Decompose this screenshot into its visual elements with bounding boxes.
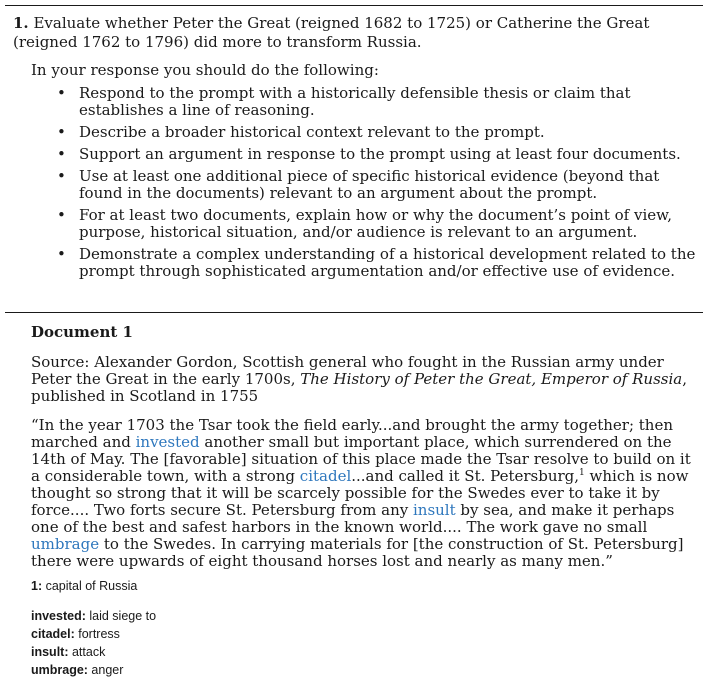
quote-text: to the Swedes. In carrying materials for [the construction of St. Petersburg] there were upwards of eight thousand horses lost and nearly as many men.” [31,535,684,570]
quote-text: “In the year 1703 the Tsar took the field early...and brought the army together; then marched and [31,416,673,451]
document-quote [31,417,699,570]
requirement-item: • Demonstrate a complex understanding of a historical development related to the prompt through sophisticated argumentation and/or effective use of evidence. [61,246,703,280]
document-title: Document 1 [31,323,133,341]
requirements-list [13,85,703,280]
source-suffix: , published in Scotland in 1755 [31,370,687,405]
glossary-link-umbrage[interactable]: umbrage [31,535,100,553]
glossary-entry [31,643,699,661]
glossary-entry [31,625,699,643]
footnote [31,577,699,595]
requirement-item: • Respond to the prompt with a historically defensible thesis or claim that establishes a line of reasoning. [61,85,703,119]
source-work-title: The History of Peter the Great, Emperor of Russia [300,370,683,388]
quote-text: another small but important place, which surrendered on the 14th of May. The [favorable] situation of this place made the Tsar resolve to build on it a considerable town, with a strong [31,433,691,485]
requirement-item: • Use at least one additional piece of specific historical evidence (beyond that found in the documents) relevant to an argument about the prompt. [61,168,703,202]
glossary-definition: anger [87,663,124,677]
glossary-term: citadel: [31,627,75,641]
requirement-item: • Describe a broader historical context relevant to the prompt. [61,124,703,141]
quote-text: which is now thought so strong that it will be scarcely possible for the Swedes ever to take it by force.... Two forts secure St. Petersburg from any [31,467,689,519]
question-text: Evaluate whether Peter the Great (reigned 1682 to 1725) or Catherine the Great (reigned 1762 to 1796) did more to transform Russia. [13,14,650,51]
requirement-item: • For at least two documents, explain how or why the document’s point of view, purpose, historical situation, and/or audience is relevant to an argument. [61,207,703,241]
document-source [31,354,699,405]
quote-text: by sea, and make it perhaps one of the best and safest harbors in the known world.... The work gave no small [31,501,675,536]
glossary-definition: fortress [74,627,120,641]
top-rule [5,5,703,6]
quote-text: ...and called it St. Petersburg, [351,467,580,485]
section-divider [5,312,703,313]
question-prompt [13,14,703,52]
glossary-link-citadel[interactable]: citadel [299,467,352,485]
footnote-mark: 1: [31,579,43,593]
document-block [31,324,699,679]
question-number: 1. [13,14,29,32]
requirement-item: • Support an argument in response to the prompt using at least four documents. [61,146,703,163]
instructions-intro: In your response you should do the following: [31,61,379,79]
glossary-definition: attack [68,645,106,659]
glossary-entry [31,661,699,679]
source-prefix: Source: Alexander Gordon, Scottish general who fought in the Russian army under Peter the Great in the early 1700s, [31,353,664,388]
footnote-marker: 1 [579,468,585,478]
glossary-definition: laid siege to [85,609,157,623]
glossary-term: invested: [31,609,86,623]
glossary-term: umbrage: [31,663,88,677]
glossary-entry [31,607,699,625]
glossary-term: insult: [31,645,69,659]
footnote-text: capital of Russia [42,579,138,593]
glossary-link-insult[interactable]: insult [412,501,456,519]
question-block [13,14,703,285]
glossary-link-invested[interactable]: invested [135,433,200,451]
notes-section [31,577,699,679]
